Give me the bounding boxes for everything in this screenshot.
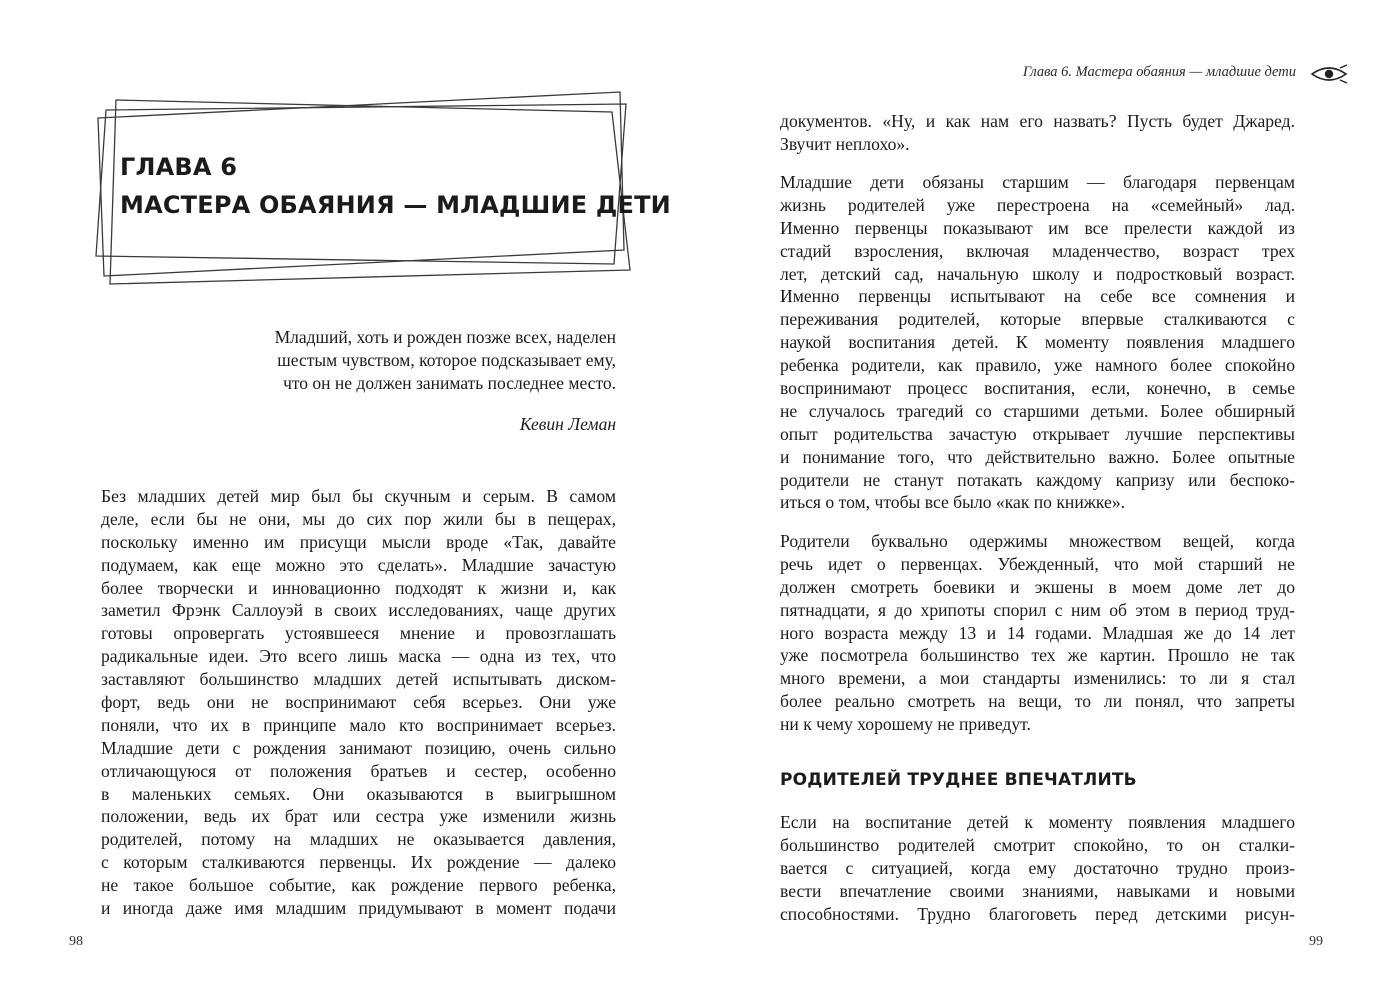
body-paragraph (101, 485, 616, 920)
chapter-name: МАСТЕРА ОБАЯНИЯ — МЛАДШИЕ ДЕТИ (120, 191, 671, 219)
text-line: радикальные идеи. Это всего лишь маска — одна из тех, что (101, 646, 616, 667)
text-line: форт, ведь они не воспринимают себя всерьез. Они уже (101, 692, 616, 713)
text-line: ного возраста между 13 и 14 годами. Младшая же до 14 лет (780, 622, 1295, 643)
text-line: Звучит неплохо». (780, 133, 910, 154)
text-line: наукой воспитания детей. К моменту появления младшего (780, 332, 1295, 353)
eye-icon (1310, 64, 1348, 84)
text-line: отличающуюся от положения братьев и сестер, особенно (101, 760, 616, 781)
text-line: Именно первенцы показывают им все прелести каждой из (780, 217, 1295, 238)
text-line: иться о том, чтобы все было «как по книжке». (780, 492, 1126, 513)
text-line: большинство родителей смотрит спокойно, то он сталки- (780, 834, 1295, 855)
text-line: переживания родителей, которые впервые сталкиваются с (780, 309, 1295, 330)
running-header: Глава 6. Мастера обаяния — младшие дети (1022, 64, 1296, 80)
text-line: Именно первенцы испытывают на себе все сомнения и (780, 286, 1295, 307)
text-line: и иногда даже имя младшим придумывают в момент подачи (101, 898, 616, 919)
text-line: более реально смотреть на вещи, то ли понял, что запреты (780, 691, 1295, 712)
text-line: пятнадцати, я до хрипоты спорил с ним об этом в период труд- (780, 599, 1295, 620)
body-paragraph (780, 171, 1295, 514)
epigraph-line: шестым чувством, которое подсказывает ему, (277, 350, 616, 370)
text-line: уже посмотрела большинство тех же картин. Прошло не так (780, 645, 1295, 666)
text-line: родителей, потому на младших не оказывается давления, (101, 829, 616, 850)
text-line: лет, детский сад, начальную школу и подростковый возраст. (780, 263, 1295, 284)
text-line: поняли, что их в принципе мало кто воспринимает всерьез. (101, 714, 616, 735)
page-number-left: 98 (69, 934, 83, 949)
text-line: документов. «Ну, и как нам его назвать? Пусть будет Джаред. (780, 111, 1295, 131)
body-paragraph (780, 811, 1295, 925)
text-line: много времени, а мои стандарты изменились: то ли я стал (780, 668, 1295, 689)
text-line: стадий взросления, включая младенчество, возраст трех (780, 240, 1295, 261)
body-paragraph (780, 530, 1295, 736)
section-heading: РОДИТЕЛЕЙ ТРУДНЕЕ ВПЕЧАТЛИТЬ (780, 770, 1137, 790)
text-line: способностями. Трудно благоговеть перед детскими рисун- (780, 903, 1295, 924)
text-line: вести впечатление своими знаниями, навыками и новыми (780, 880, 1295, 901)
chapter-title (120, 148, 671, 224)
page-number-right: 99 (1309, 934, 1323, 949)
text-line: заметил Фрэнк Саллоуэй в своих исследованиях, чаще других (101, 600, 616, 621)
text-line: заставляют большинство младших детей испытывать диском- (101, 669, 616, 690)
text-line: речь идет о первенцах. Убежденный, что мой старший не (780, 553, 1295, 574)
text-line: Если на воспитание детей к моменту появления младшего (780, 812, 1295, 832)
epigraph-line: что он не должен занимать последнее место. (283, 373, 616, 393)
text-line: деле, если бы не они, мы до сих пор жили бы в пещерах, (101, 508, 616, 529)
text-line: и понимание того, что действительно важно. Более опытные (780, 446, 1295, 467)
text-line: не такое большое событие, как рождение первого ребенка, (101, 875, 616, 896)
text-line: воспринимают процесс воспитания, если, конечно, в семье (780, 378, 1295, 399)
text-line: более творчески и инновационно подходят к жизни и, как (101, 577, 616, 598)
text-line: жизнь родителей уже перестроена на «семейный» лад. (780, 194, 1295, 215)
text-line: ребенка родители, как правило, уже намного более спокойно (780, 355, 1295, 376)
text-line: с которым сталкиваются первенцы. Их рождение — далеко (101, 852, 616, 873)
text-line: опыт родительства зачастую открывает лучшие перспективы (780, 423, 1295, 444)
text-line: Родители буквально одержимы множеством вещей, когда (780, 531, 1295, 551)
epigraph-line: Младший, хоть и рожден позже всех, наделен (274, 327, 616, 347)
epigraph-author: Кевин Леман (519, 414, 616, 434)
text-line: должен смотреть боевики и экшены в моем доме лет до (780, 576, 1295, 597)
text-line: не случалось трагедий со старшими детьми. Более обширный (780, 400, 1295, 421)
text-line: подумаем, как еще можно это сделать». Младшие зачастую (101, 554, 616, 575)
chapter-number: ГЛАВА 6 (120, 153, 238, 181)
text-line: поскольку именно им присущи мысли вроде «Так, давайте (101, 531, 616, 552)
epigraph (200, 326, 616, 395)
text-line: родители не станут потакать каждому капризу или беспоко- (780, 469, 1295, 490)
text-line: Младшие дети обязаны старшим — благодаря первенцам (780, 172, 1295, 192)
text-line: готовы опровергать устоявшееся мнение и провозглашать (101, 623, 616, 644)
text-line: вается с ситуацией, когда ему достаточно трудно произ- (780, 857, 1295, 878)
body-paragraph (780, 110, 1295, 156)
text-line: в маленьких семьях. Они оказываются в выигрышном (101, 783, 616, 804)
text-line: Без младших детей мир был бы скучным и серым. В самом (101, 486, 616, 506)
text-line: положении, ведь их брат или сестра уже изменили жизнь (101, 806, 616, 827)
text-line: Младшие дети с рождения занимают позицию, очень сильно (101, 737, 616, 758)
text-line: ни к чему хорошему не приведут. (780, 714, 1031, 735)
